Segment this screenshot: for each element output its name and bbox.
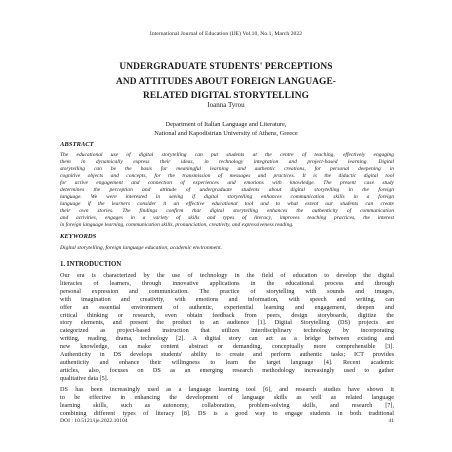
title-line: AND ATTITUDES ABOUT FOREIGN LANGUAGE- bbox=[115, 76, 337, 87]
abstract-line: their own stories. The findings confirm that digital storytelling enhances the authenticity of communication bbox=[60, 207, 394, 214]
keywords-heading: KEYWORDS bbox=[60, 233, 97, 240]
paragraph-line: to be effective in enhancing the development of language skills as well as related language bbox=[60, 393, 394, 401]
paragraph-line: qualitative data [5]. bbox=[60, 374, 109, 382]
title-line: UNDERGRADUATE STUDENTS' PERCEPTIONS bbox=[119, 62, 333, 72]
paragraph-line: personal expression and communication. The practice of storytelling with sounds and images, bbox=[60, 287, 394, 295]
doi-label: DOI : 10.5121/ije.2022.10104 bbox=[60, 418, 128, 424]
paragraph-line: with imagination and creativity, with emotions and information, with speech and writing, can bbox=[60, 295, 394, 303]
paragraph-line: DS has been increasingly used as a language learning tool [6], and research studies have shown it bbox=[60, 386, 394, 393]
keywords-text: Digital storytelling, foreign language education, academic environment. bbox=[60, 245, 222, 251]
intro-paragraph-2 bbox=[60, 386, 394, 418]
abstract-line: language if the learners consider it an effective educational tool and to what extent our students can create bbox=[60, 200, 394, 207]
paragraph-line: learning skills, such as autonomy, collaboration, problem-solving skills, and research [7], bbox=[60, 401, 394, 409]
abstract-line: for active engagement and connection of experiences and emotions with knowledge. The present case study bbox=[60, 179, 394, 186]
affiliation-line: Department of Italian Language and Literature, bbox=[165, 121, 287, 128]
abstract-line: language. We were interested in seeing if digital storytelling enhances communication skills in a foreign bbox=[60, 193, 394, 200]
page-number: 41 bbox=[388, 418, 394, 424]
introduction-heading: 1. INTRODUCTION bbox=[60, 261, 122, 268]
paragraph-line: authenticity and enhance their willingness to learn the target language [4]. Recent academic bbox=[60, 358, 394, 366]
paragraph-line: articles, also, focuses on DS as an emerging research methodology increasingly used to gather bbox=[60, 366, 394, 374]
intro-paragraph-1 bbox=[60, 272, 394, 383]
affiliation-line: National and Kapodistrian University of Athens, Greece bbox=[154, 129, 298, 137]
abstract-line: and activities, engages in a variety of skills and types of literacy, improves teaching practices, the interest bbox=[60, 214, 394, 221]
abstract-line: cognitive objects and concepts, for the transmission of messages and practices. It is the didactic digital tool bbox=[60, 172, 394, 179]
paragraph-line: literacies of learners, through innovative applications in the educational process and through bbox=[60, 279, 394, 287]
paragraph-line: new knowledge, can make content abstract or demanding, conceptually more comprehensible [3]. bbox=[60, 343, 394, 351]
abstract-body bbox=[60, 152, 394, 228]
title-line: RELATED DIGITAL STORYTELLING bbox=[142, 91, 310, 101]
paper-title bbox=[40, 60, 412, 104]
abstract-line: in foreign language learning, communication skills, pronunciation, creativity, and expressiveness reading. bbox=[60, 221, 294, 228]
paragraph-line: combining different types of literacy [8]. DS is a good way to engage students in both traditional bbox=[60, 409, 394, 417]
abstract-line: storytelling can be the basis for meaningful learning and authentic creations, for personal deepening in bbox=[60, 165, 394, 172]
affiliation bbox=[0, 121, 452, 138]
abstract-line: The educational use of digital storytelling can put students at the centre of teaching, effectively engaging bbox=[60, 152, 394, 158]
abstract-line: determines the perception and attitude of undergraduate students about digital storytelling in the foreign bbox=[60, 186, 394, 193]
paragraph-line: categorized as project-based instruction that utilizes interdisciplinary technology by incorporating bbox=[60, 327, 394, 335]
author-name: Ioanna Tyrou bbox=[207, 101, 245, 109]
paragraph-line: writing, reading, drama, technology [2]. A digital story can act as a bridge between existing and bbox=[60, 335, 394, 343]
journal-header: International Journal of Education (IJE) Vol.10, No.1, March 2022 bbox=[149, 31, 303, 37]
paragraph-line: offer an essential environment of authentic, experiential learning and engagement, deepen and bbox=[60, 303, 394, 311]
abstract-heading: ABSTRACT bbox=[60, 141, 94, 148]
paragraph-line: Our era is characterized by the use of technology in the field of education to develop the digital bbox=[60, 272, 394, 279]
paragraph-line: critical thinking or research, even obtain feedback from peers, design storyboards, digitize the bbox=[60, 311, 394, 319]
abstract-line: them in dynamically express their ideas, in technology integration and project-based learning. Digital bbox=[60, 158, 394, 165]
paragraph-line: story elements, and present the product to an audience [1]. Digital Storytelling (DS) projects are bbox=[60, 319, 394, 327]
paragraph-line: Authenticity in DS develops students' ability to create and perform authentic tasks; ICT provides bbox=[60, 351, 394, 359]
